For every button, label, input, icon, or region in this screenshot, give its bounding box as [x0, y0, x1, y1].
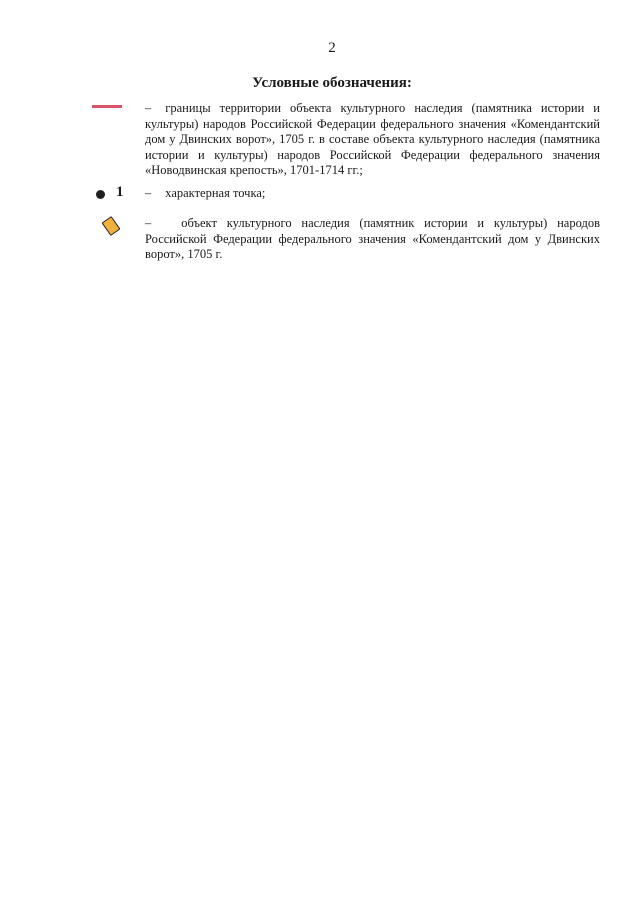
legend-item-point [0, 184, 640, 204]
orange-diamond-icon [101, 216, 120, 236]
boundary-description: границы территории объекта культурного наследия (памятника истории и культуры) народов Российской Федерации федерального значения «Комендантский дом у Двинских ворот», 1705 г. в составе объекта культурного наследия (памятника истории и культуры) народов Российской Федерации федерального значения «Новодвинская крепость», 1701-1714 гг.; [145, 101, 600, 177]
page-number: 2 [328, 40, 336, 56]
legend-item-text [145, 216, 600, 263]
legend-title: Условные обозначения: [252, 75, 412, 91]
point-description: характерная точка; [165, 186, 266, 200]
object-description: объект культурного наследия (памятник истории и культуры) народов Российской Федерации федерального значения «Комендантский дом у Двинских ворот», 1705 г. [145, 216, 600, 261]
point-number: 1 [116, 184, 124, 200]
legend-dash: – [145, 216, 152, 230]
legend-dash: – [145, 101, 152, 115]
legend-item-object [0, 213, 640, 273]
object-symbol [105, 218, 117, 234]
legend-dash: – [145, 186, 152, 200]
legend-item-text [145, 186, 600, 202]
black-dot-icon [96, 190, 105, 199]
legend-item-text [145, 101, 600, 179]
red-boundary-line-icon [92, 105, 122, 108]
legend-item-boundary [0, 97, 640, 177]
